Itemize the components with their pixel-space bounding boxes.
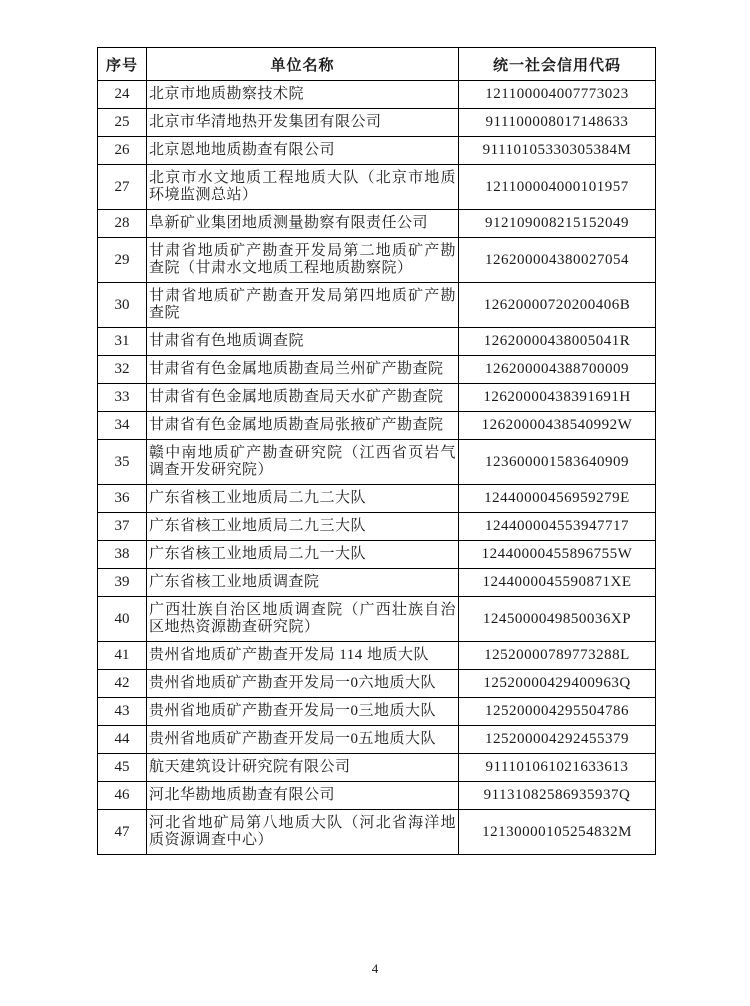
column-header-unit-name: 单位名称 [147, 48, 459, 81]
serial-cell: 30 [98, 283, 147, 328]
serial-cell: 31 [98, 328, 147, 356]
credit-code-cell: 911101061021633613 [459, 754, 656, 782]
credit-code-cell: 121100004000101957 [459, 165, 656, 210]
serial-cell: 27 [98, 165, 147, 210]
credit-code-cell: 12620000438391691H [459, 384, 656, 412]
serial-cell: 45 [98, 754, 147, 782]
unit-name-cell: 广西壮族自治区地质调查院（广西壮族自治区地热资源勘查研究院） [147, 597, 459, 642]
credit-code-cell: 12520000789773288L [459, 642, 656, 670]
table-row [98, 238, 656, 283]
serial-cell: 46 [98, 782, 147, 810]
unit-name-cell: 阜新矿业集团地质测量勘察有限责任公司 [147, 210, 459, 238]
credit-code-cell: 123600001583640909 [459, 440, 656, 485]
unit-name-cell: 河北华勘地质勘查有限公司 [147, 782, 459, 810]
table-row [98, 698, 656, 726]
serial-cell: 28 [98, 210, 147, 238]
serial-cell: 41 [98, 642, 147, 670]
serial-cell: 38 [98, 541, 147, 569]
credit-code-cell: 126200004388700009 [459, 356, 656, 384]
serial-cell: 44 [98, 726, 147, 754]
serial-cell: 32 [98, 356, 147, 384]
serial-cell: 36 [98, 485, 147, 513]
page-number: 4 [371, 961, 379, 976]
unit-name-cell: 河北省地矿局第八地质大队（河北省海洋地质资源调查中心） [147, 810, 459, 855]
unit-name-cell: 广东省核工业地质局二九二大队 [147, 485, 459, 513]
credit-code-table [97, 47, 656, 855]
unit-name-cell: 广东省核工业地质调查院 [147, 569, 459, 597]
credit-code-cell: 12440000455896755W [459, 541, 656, 569]
table-row [98, 642, 656, 670]
credit-code-cell: 12130000105254832M [459, 810, 656, 855]
serial-cell: 29 [98, 238, 147, 283]
credit-code-cell: 12520000429400963Q [459, 670, 656, 698]
serial-cell: 43 [98, 698, 147, 726]
table-row [98, 356, 656, 384]
unit-name-cell: 甘肃省有色金属地质勘查局天水矿产勘查院 [147, 384, 459, 412]
table-row [98, 440, 656, 485]
unit-name-cell: 北京市华清地热开发集团有限公司 [147, 109, 459, 137]
credit-code-cell: 12440000456959279E [459, 485, 656, 513]
serial-cell: 24 [98, 81, 147, 109]
credit-code-cell: 1245000049850036XP [459, 597, 656, 642]
table-row [98, 137, 656, 165]
unit-name-cell: 甘肃省有色金属地质勘查局张掖矿产勘查院 [147, 412, 459, 440]
unit-name-cell: 贵州省地质矿产勘查开发局一0三地质大队 [147, 698, 459, 726]
table-row [98, 541, 656, 569]
credit-code-cell: 12620000438005041R [459, 328, 656, 356]
unit-name-cell: 北京市水文地质工程地质大队（北京市地质环境监测总站） [147, 165, 459, 210]
credit-code-cell: 124400004553947717 [459, 513, 656, 541]
credit-code-cell: 12620000438540992W [459, 412, 656, 440]
table-row [98, 754, 656, 782]
unit-name-cell: 北京恩地地质勘查有限公司 [147, 137, 459, 165]
credit-code-cell: 126200004380027054 [459, 238, 656, 283]
serial-cell: 42 [98, 670, 147, 698]
table-row [98, 726, 656, 754]
table-row [98, 109, 656, 137]
table-row [98, 165, 656, 210]
table-row [98, 810, 656, 855]
table-row [98, 328, 656, 356]
unit-name-cell: 赣中南地质矿产勘查研究院（江西省页岩气调查开发研究院） [147, 440, 459, 485]
table-row [98, 670, 656, 698]
unit-name-cell: 甘肃省有色金属地质勘查局兰州矿产勘查院 [147, 356, 459, 384]
table-row [98, 384, 656, 412]
credit-code-cell: 125200004295504786 [459, 698, 656, 726]
credit-code-cell: 12620000720200406B [459, 283, 656, 328]
column-header-credit-code: 统一社会信用代码 [459, 48, 656, 81]
serial-cell: 40 [98, 597, 147, 642]
unit-name-cell: 甘肃省地质矿产勘查开发局第二地质矿产勘查院（甘肃水文地质工程地质勘察院） [147, 238, 459, 283]
credit-code-cell: 125200004292455379 [459, 726, 656, 754]
column-header-serial: 序号 [98, 48, 147, 81]
table-row [98, 81, 656, 109]
unit-name-cell: 广东省核工业地质局二九三大队 [147, 513, 459, 541]
serial-cell: 37 [98, 513, 147, 541]
table-body [98, 81, 656, 855]
unit-name-cell: 航天建筑设计研究院有限公司 [147, 754, 459, 782]
table-row [98, 485, 656, 513]
credit-code-cell: 91110105330305384M [459, 137, 656, 165]
unit-name-cell: 甘肃省有色地质调查院 [147, 328, 459, 356]
serial-cell: 35 [98, 440, 147, 485]
credit-code-cell: 1244000045590871XE [459, 569, 656, 597]
table-row [98, 210, 656, 238]
credit-code-cell: 121100004007773023 [459, 81, 656, 109]
table-header-row [98, 48, 656, 81]
table-row [98, 412, 656, 440]
serial-cell: 25 [98, 109, 147, 137]
serial-cell: 33 [98, 384, 147, 412]
serial-cell: 47 [98, 810, 147, 855]
unit-name-cell: 甘肃省地质矿产勘查开发局第四地质矿产勘查院 [147, 283, 459, 328]
table-row [98, 782, 656, 810]
table-row [98, 569, 656, 597]
unit-name-cell: 广东省核工业地质局二九一大队 [147, 541, 459, 569]
serial-cell: 34 [98, 412, 147, 440]
unit-name-cell: 北京市地质勘察技术院 [147, 81, 459, 109]
table-row [98, 283, 656, 328]
unit-name-cell: 贵州省地质矿产勘查开发局一0五地质大队 [147, 726, 459, 754]
table-row [98, 513, 656, 541]
credit-code-cell: 911100008017148633 [459, 109, 656, 137]
unit-name-cell: 贵州省地质矿产勘查开发局 114 地质大队 [147, 642, 459, 670]
serial-cell: 39 [98, 569, 147, 597]
unit-name-cell: 贵州省地质矿产勘查开发局一0六地质大队 [147, 670, 459, 698]
table-row [98, 597, 656, 642]
serial-cell: 26 [98, 137, 147, 165]
credit-code-cell: 912109008215152049 [459, 210, 656, 238]
credit-code-cell: 91131082586935937Q [459, 782, 656, 810]
